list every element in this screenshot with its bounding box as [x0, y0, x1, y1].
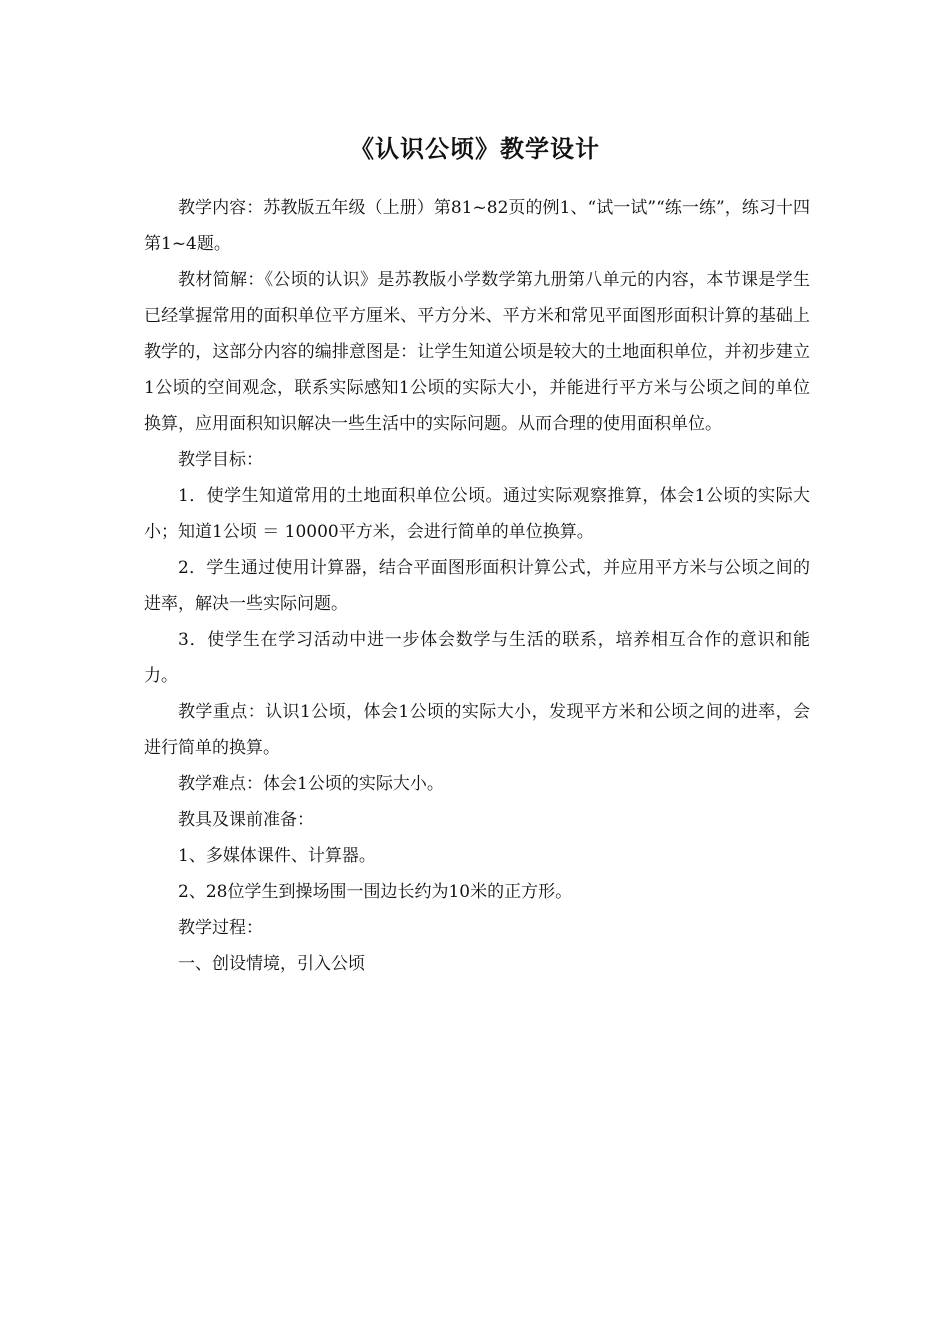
paragraph-objective-2: 2．学生通过使用计算器，结合平面图形面积计算公式，并应用平方米与公顷之间的进率，解决一些实际问题。 [144, 558, 810, 614]
document-body [144, 190, 810, 982]
paragraph-section-1: 一、创设情境，引入公顷 [178, 954, 365, 974]
paragraph-objective-3: 3．使学生在学习活动中进一步体会数学与生活的联系，培养相互合作的意识和能力。 [144, 630, 810, 686]
document-title: 《认识公顷》教学设计 [350, 135, 600, 163]
paragraph-key-points: 教学重点：认识1公顷，体会1公顷的实际大小，发现平方米和公顷之间的进率，会进行简单的换算。 [144, 702, 810, 758]
paragraph-material-1: 1、多媒体课件、计算器。 [178, 846, 376, 866]
paragraph-material-2: 2、28位学生到操场围一围边长约为10米的正方形。 [178, 882, 573, 902]
paragraph-objective-1: 1．使学生知道常用的土地面积单位公顷。通过实际观察推算，体会1公顷的实际大小；知道1公顷 ＝ 10000平方米，会进行简单的单位换算。 [144, 486, 810, 542]
paragraph-teaching-content: 教学内容：苏教版五年级（上册）第81~82页的例1、“试一试”“练一练”，练习十四第1~4题。 [144, 198, 810, 254]
paragraph-difficulties: 教学难点：体会1公顷的实际大小。 [178, 774, 444, 794]
paragraph-materials-heading: 教具及课前准备： [178, 810, 314, 830]
paragraph-process-heading: 教学过程： [178, 918, 263, 938]
paragraph-textbook-brief: 教材简解：《公顷的认识》是苏教版小学数学第九册第八单元的内容，本节课是学生已经掌握常用的面积单位平方厘米、平方分米、平方米和常见平面图形面积计算的基础上教学的，这部分内容的编排意图是：让学生知道公顷是较大的土地面积单位，并初步建立1公顷的空间观念，联系实际感知1公顷的实际大小，并能进行平方米与公顷之间的单位换算，应用面积知识解决一些生活中的实际问题。从而合理的使用面积单位。 [144, 270, 810, 434]
paragraph-objectives-heading: 教学目标： [178, 450, 263, 470]
